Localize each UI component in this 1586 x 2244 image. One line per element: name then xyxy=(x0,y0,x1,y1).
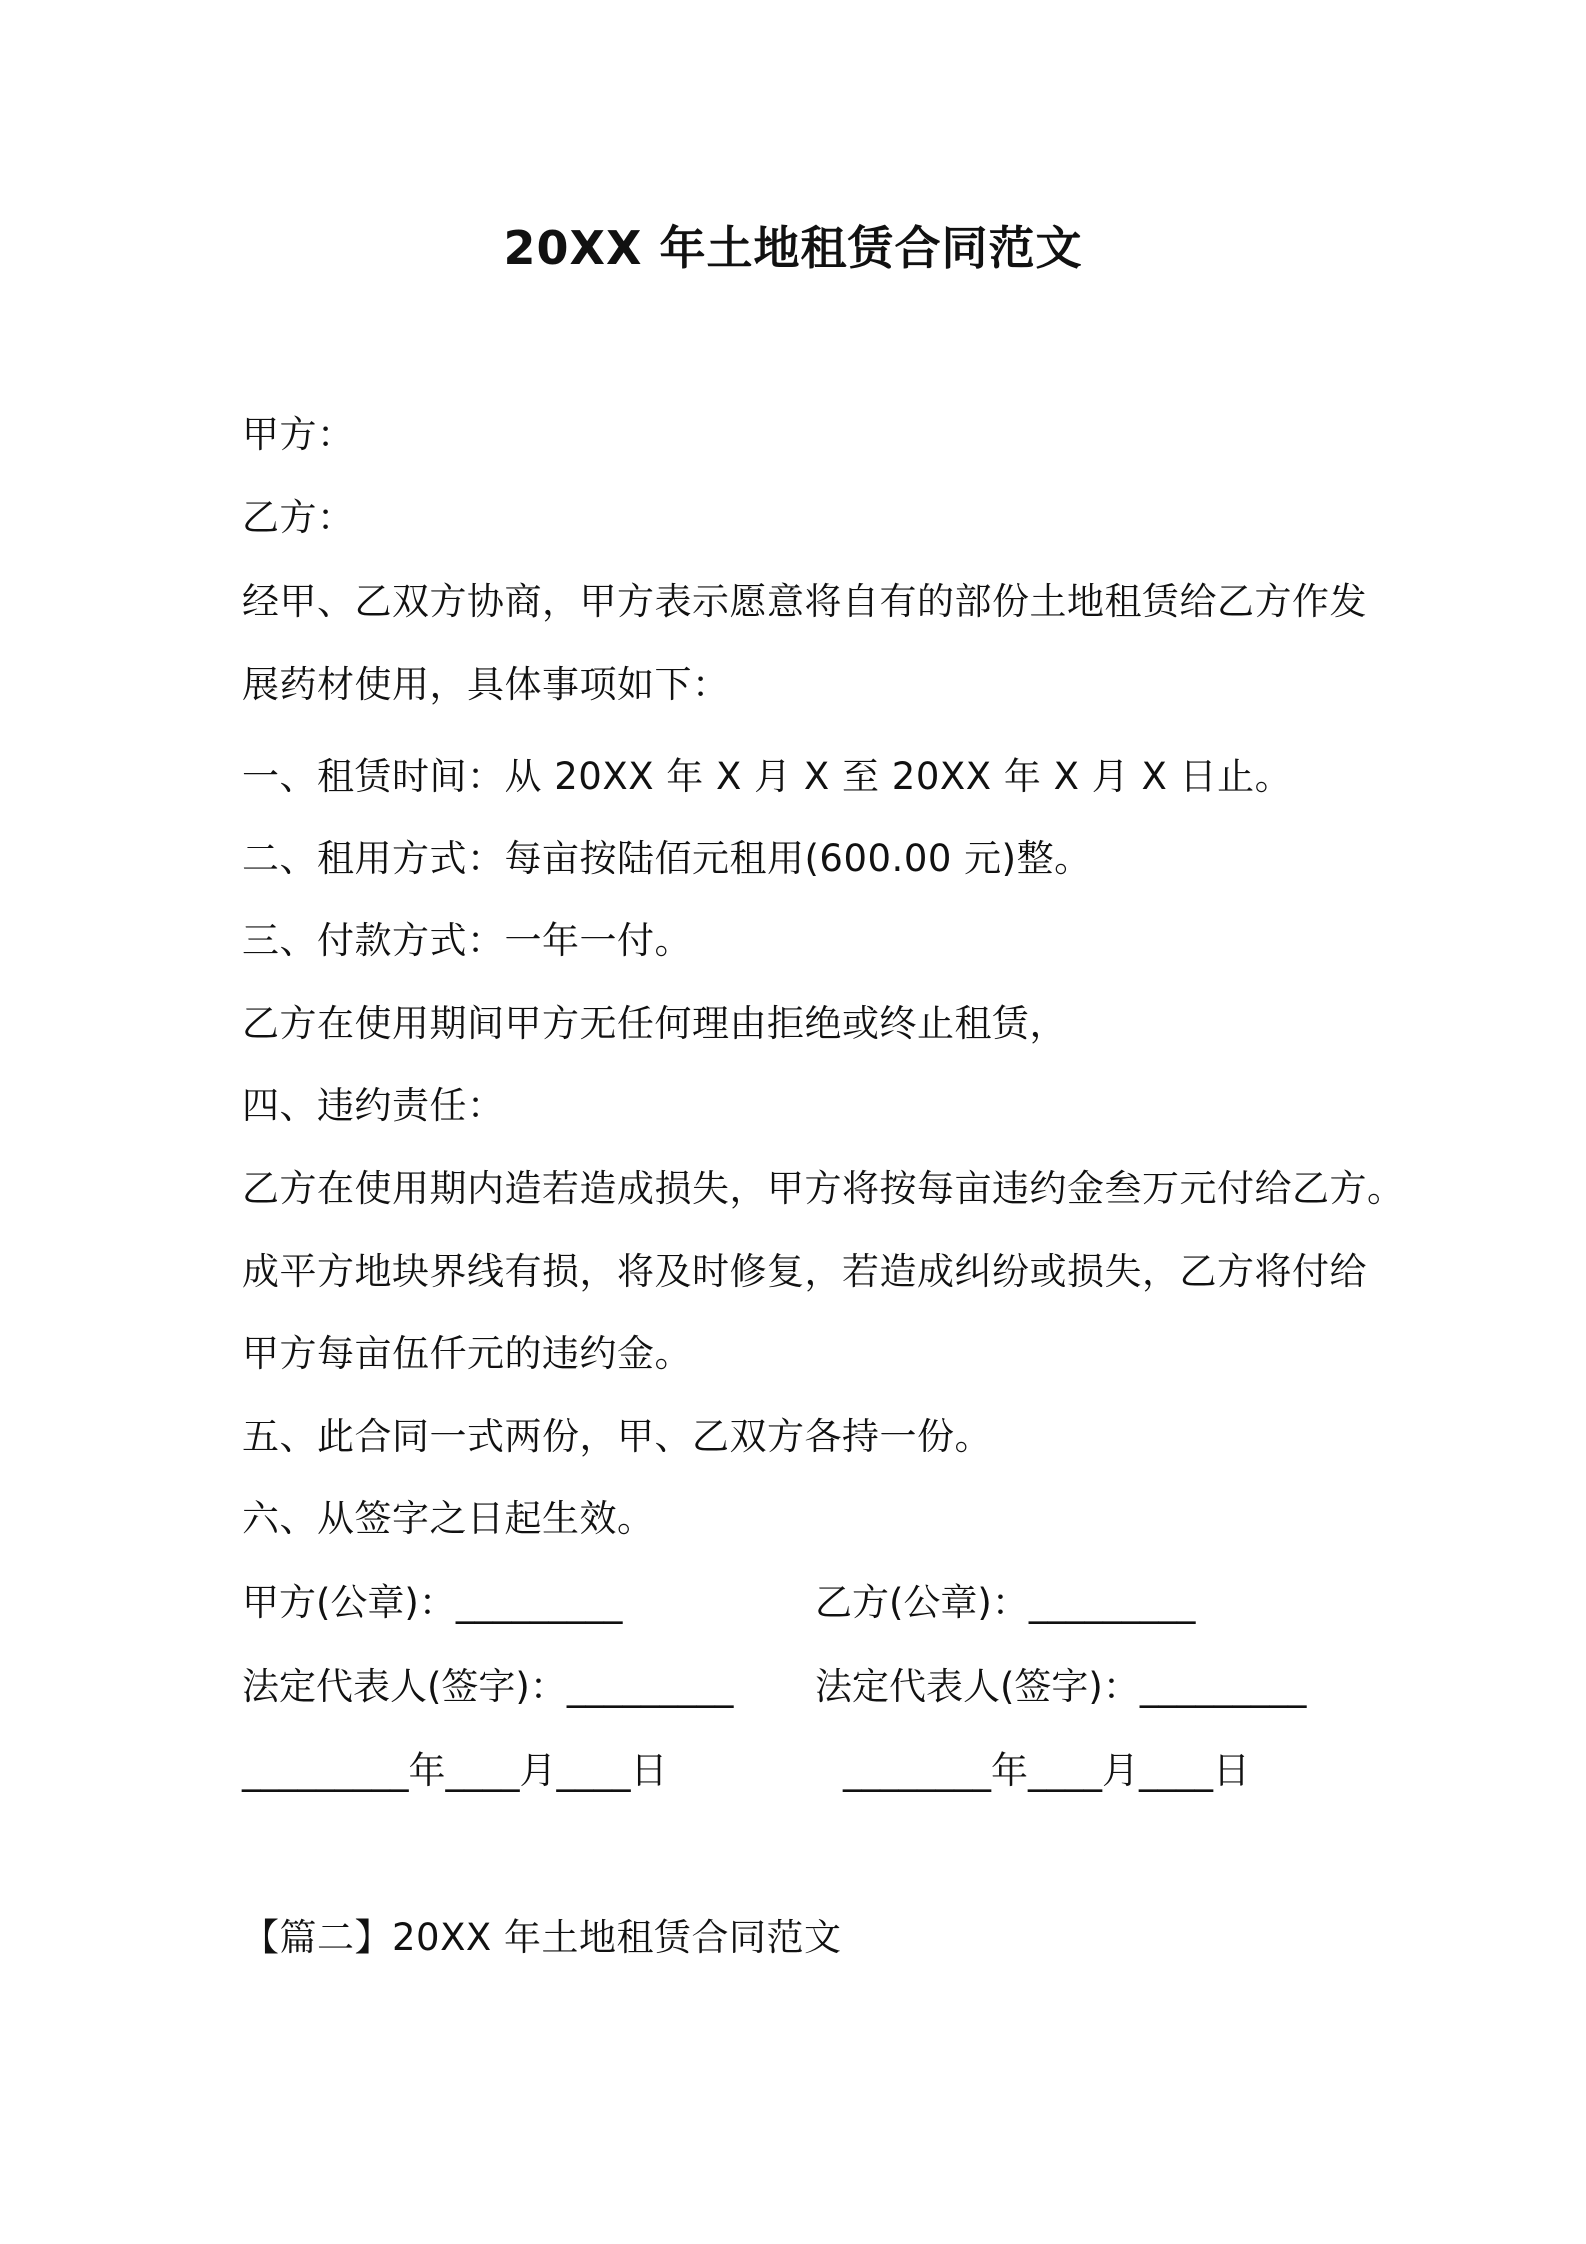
party-a-date-line: _________年____月____日 xyxy=(242,1749,668,1792)
breach-paragraph-line-1: 乙方在使用期内造若造成损失，甲方将按每亩违约金叁万元付给乙方。 xyxy=(242,1167,1405,1210)
party-b-date-line: ________年____月____日 xyxy=(843,1749,1250,1792)
intro-paragraph-line-1: 经甲、乙双方协商，甲方表示愿意将自有的部份土地租赁给乙方作发 xyxy=(242,580,1367,623)
clause-lease-term: 一、租赁时间：从 20XX 年 X 月 X 至 20XX 年 X 月 X 日止。 xyxy=(242,755,1293,798)
clause-copies: 五、此合同一式两份，甲、乙双方各持一份。 xyxy=(242,1415,992,1458)
clause-effective: 六、从签字之日起生效。 xyxy=(242,1497,655,1540)
breach-paragraph-line-2: 成平方地块界线有损，将及时修复，若造成纠纷或损失，乙方将付给 xyxy=(242,1250,1367,1293)
intro-paragraph-line-2: 展药材使用，具体事项如下： xyxy=(242,663,730,706)
clause-no-termination: 乙方在使用期间甲方无任何理由拒绝或终止租赁， xyxy=(242,1002,1067,1045)
clause-payment-method: 三、付款方式：一年一付。 xyxy=(242,919,692,962)
party-b-seal-line: 乙方(公章)：_________ xyxy=(815,1581,1196,1624)
party-a-seal-line: 甲方(公章)：_________ xyxy=(242,1581,623,1624)
document-title: 20XX 年土地租赁合同范文 xyxy=(503,221,1083,275)
clause-rental-method: 二、租用方式：每亩按陆佰元租用(600.00 元)整。 xyxy=(242,837,1092,880)
breach-paragraph-line-3: 甲方每亩伍仟元的违约金。 xyxy=(242,1332,692,1375)
party-b-line: 乙方： xyxy=(242,496,355,539)
party-a-representative-line: 法定代表人(签字)：_________ xyxy=(242,1665,734,1708)
section-two-heading: 【篇二】20XX 年土地租赁合同范文 xyxy=(242,1916,842,1959)
clause-breach-heading: 四、违约责任： xyxy=(242,1084,505,1127)
party-a-line: 甲方： xyxy=(242,413,355,456)
party-b-representative-line: 法定代表人(签字)：_________ xyxy=(815,1665,1307,1708)
